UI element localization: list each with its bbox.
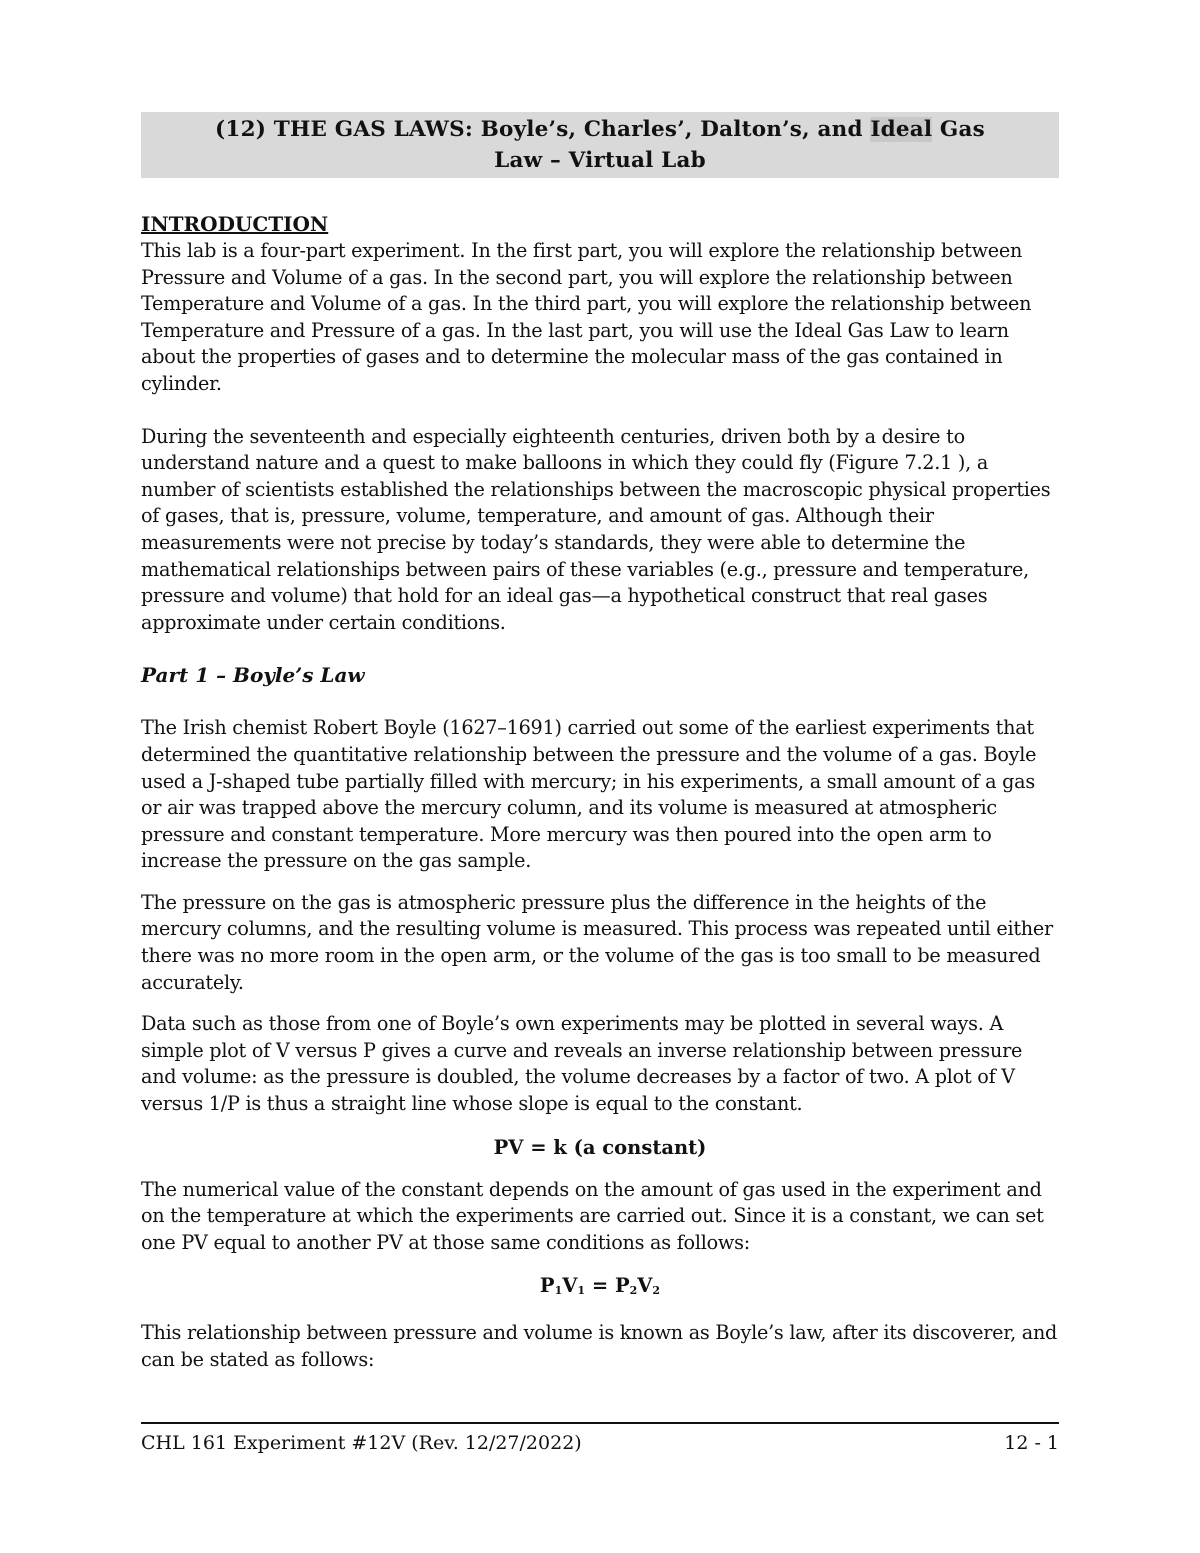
eq-equals: = [585,1274,615,1298]
intro-paragraph-1: This lab is a four-part experiment. In the first part, you will explore the relationship between Pressure and Volume of a gas. In the second part, you will explore the relationship between Temperature and Volume of a gas. In the third part, you will explore the relationship between Temperature and Pressure of a gas. In the last part, you will use the Ideal Gas Law to learn about the properties of gases and to determine the molecular mass of the gas contained in cylinder. [141,239,1032,395]
document-page [141,112,1059,1374]
eq-p2: P [614,1274,630,1298]
title-line-2: Law – Virtual Lab [494,148,706,173]
document-title [141,112,1059,178]
part1-paragraph-5: This relationship between pressure and volume is known as Boyle’s law, after its discoverer, and can be stated as follows: [141,1321,1058,1371]
title-highlight: Ideal [870,117,933,142]
introduction-heading: INTRODUCTION [141,212,329,236]
part1-paragraph-1: The Irish chemist Robert Boyle (1627–1691) carried out some of the earliest experiments that determined the quantitative relationship between the pressure and the volume of a gas. Boyle used a J-shaped tube partially filled with mercury; in his experiments, a small amount of a gas or air was trapped above the mercury column, and its volume is measured at atmospheric pressure and constant temperature. More mercury was then poured into the open arm to increase the pressure on the gas sample. [141,716,1037,873]
footer-page-number: 12 - 1 [1004,1432,1059,1454]
eq-sub-1: 1 [554,1284,563,1298]
part1-heading: Part 1 – Boyle’s Law [141,663,365,688]
title-text-b: Gas [932,117,985,142]
footer-divider [141,1422,1059,1424]
part1-paragraph-2: The pressure on the gas is atmospheric pressure plus the difference in the heights of the mercury columns, and the resulting volume is measured. This process was repeated until either there was no more room in the open arm, or the volume of the gas is too small to be measured accurately. [141,890,1053,994]
equation-boyles-law [141,1272,1059,1304]
page-footer [141,1430,1059,1456]
eq-sub-3: 2 [629,1284,638,1298]
intro-paragraph-2: During the seventeenth and especially eighteenth centuries, driven both by a desire to understand nature and a quest to make balloons in which they could fly (Figure 7.2.1 ), a number of scientists established the relationships between the macroscopic physical properties of gases, that is, pressure, volume, temperature, and amount of gas. Although their measurements were not precise by today’s standards, they were able to determine the mathematical relationships between pairs of these variables (e.g., pressure and temperature, pressure and volume) that hold for an ideal gas—a hypothetical construct that real gases approximate under certain conditions. [141,424,1051,634]
part1-paragraph-4: The numerical value of the constant depends on the amount of gas used in the experiment and on the temperature at which the experiments are carried out. Since it is a constant, we can set one PV equal to another PV at those same conditions as follows: [141,1177,1044,1254]
footer-experiment-label: CHL 161 Experiment #12V (Rev. 12/27/2022) [141,1432,582,1454]
title-line-1 [141,114,1059,145]
eq-p1: P [539,1274,555,1298]
eq-v1: V [562,1274,578,1298]
eq-sub-4: 2 [652,1284,661,1298]
eq-v2: V [637,1274,653,1298]
part1-paragraph-3: Data such as those from one of Boyle’s own experiments may be plotted in several ways. A simple plot of V versus P gives a curve and reveals an inverse relationship between pressure and volume: as the pressure is doubled, the volume decreases by a factor of two. A plot of V versus 1/P is thus a straight line whose slope is equal to the constant. [141,1012,1023,1116]
eq-sub-2: 1 [577,1284,586,1298]
title-text-a: (12) THE GAS LAWS: Boyle’s, Charles’, Dalton’s, and [215,117,871,142]
equation-pv-constant: PV = k (a constant) [493,1135,707,1159]
